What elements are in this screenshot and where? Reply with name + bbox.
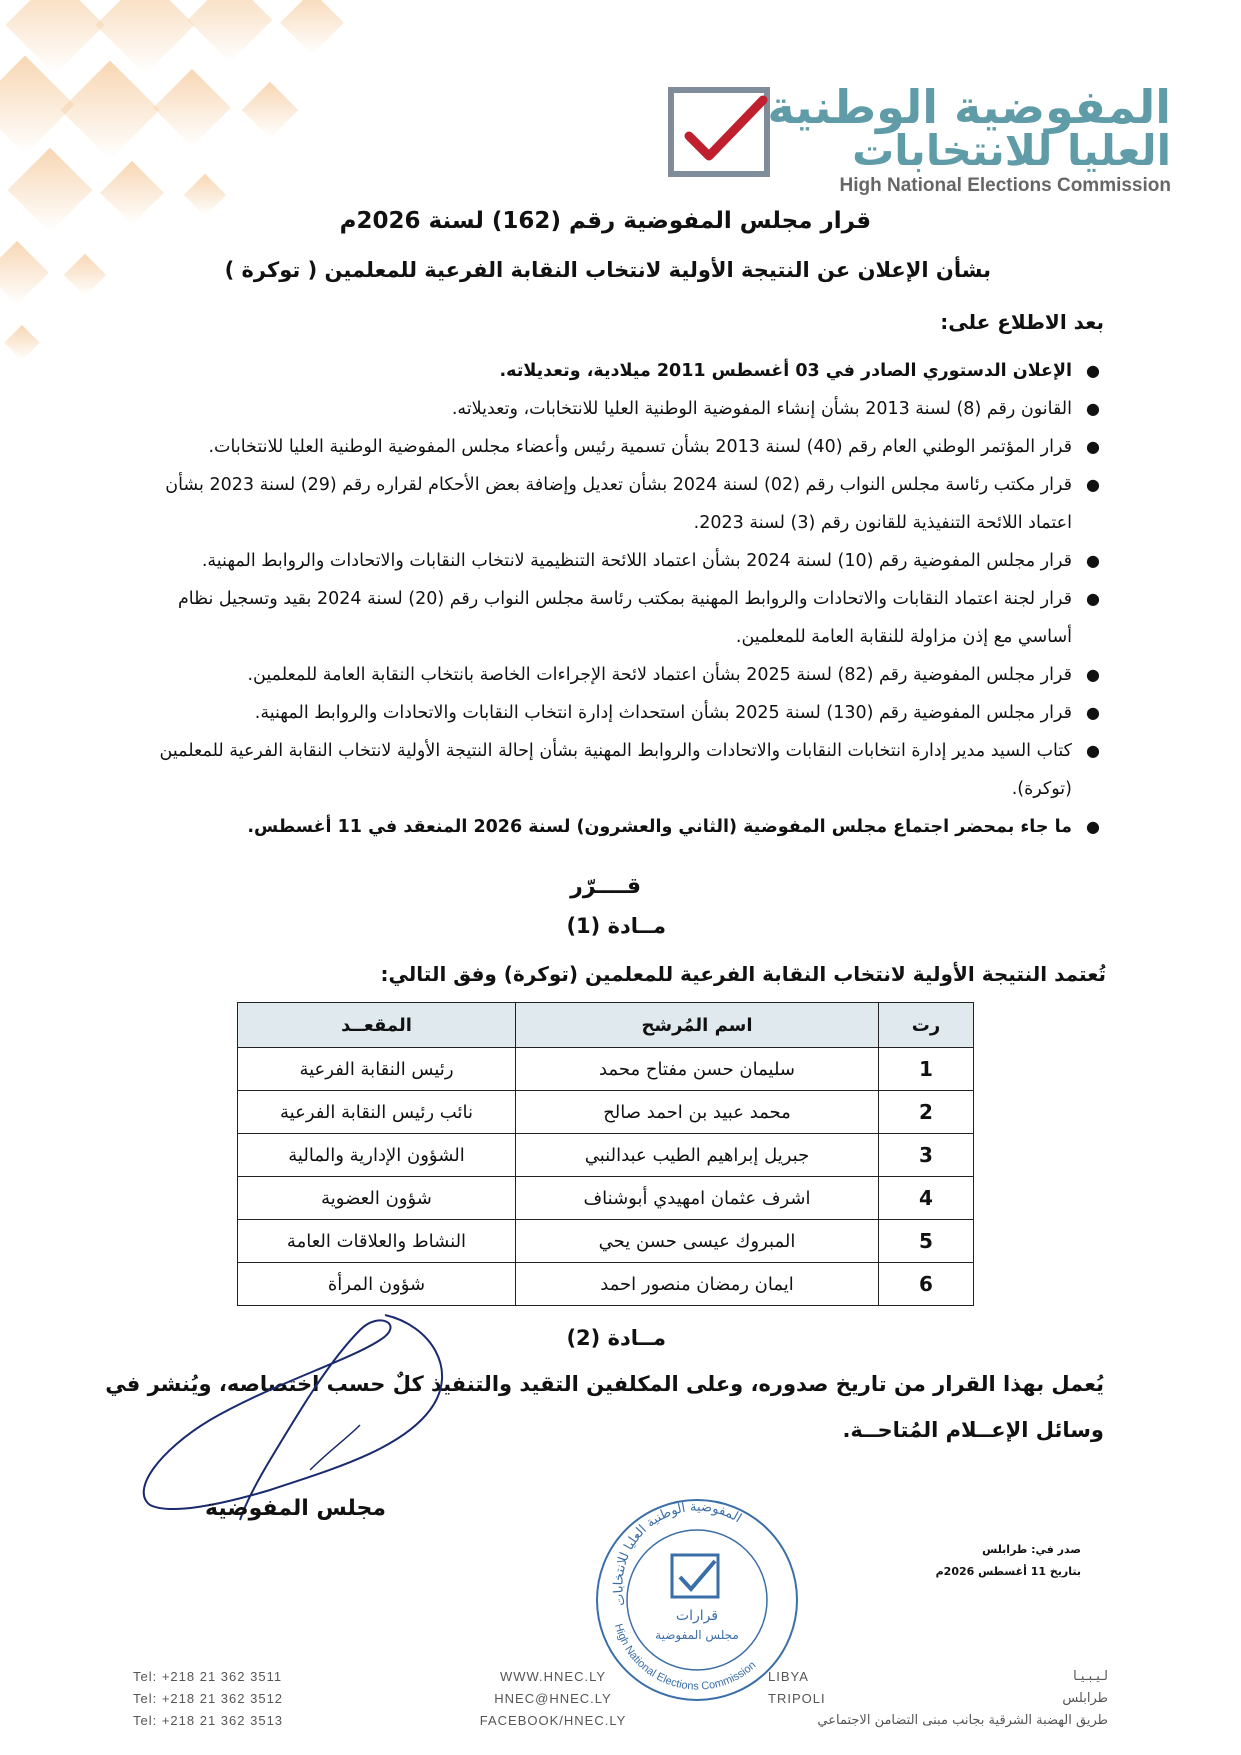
bullet-icon: ● xyxy=(1086,551,1100,570)
table-row xyxy=(238,1134,974,1177)
bullet-icon: ● xyxy=(1086,703,1100,722)
cell-number: 5 xyxy=(879,1220,974,1263)
cell-candidate: ايمان رمضان منصور احمد xyxy=(516,1263,879,1306)
website-link[interactable]: WWW.HNEC.LY xyxy=(499,1669,607,1684)
cell-candidate: اشرف عثمان امهيدي أبوشناف xyxy=(516,1177,879,1220)
svg-text:مجلس المفوضية: مجلس المفوضية xyxy=(655,1628,739,1642)
references-list xyxy=(124,352,1104,846)
cell-candidate: سليمان حسن مفتاح محمد xyxy=(516,1048,879,1091)
cell-number: 4 xyxy=(879,1177,974,1220)
bullet-icon: ● xyxy=(1086,475,1100,494)
cell-number: 3 xyxy=(879,1134,974,1177)
cell-seat: شؤون المرأة xyxy=(238,1263,516,1306)
reference-item: ● قرار مجلس المفوضية رقم (130) لسنة 2025 بشأن استحداث إدارة انتخاب النقابات والاتحادات والروابط المهنية. xyxy=(124,694,1104,732)
reference-item: ● قرار المؤتمر الوطني العام رقم (40) لسنة 2013 بشأن تسمية رئيس وأعضاء مجلس المفوضية الوطنية العليا للانتخابات. xyxy=(124,428,1104,466)
bullet-icon: ● xyxy=(1086,665,1100,684)
bullet-icon: ● xyxy=(1086,399,1100,418)
reference-item: ● ما جاء بمحضر اجتماع مجلس المفوضية (الثاني والعشرون) لسنة 2026 المنعقد في 11 أغسطس. xyxy=(124,808,1104,846)
bullet-icon: ● xyxy=(1086,741,1100,760)
col-header-number: رت xyxy=(879,1003,974,1048)
results-table xyxy=(237,1002,974,1306)
bullet-icon: ● xyxy=(1086,817,1100,836)
reference-item: ● قرار لجنة اعتماد النقابات والاتحادات والروابط المهنية بمكتب رئاسة مجلس النواب رقم (20) لسنة 2024 بقيد وتسجيل نظام أساسي مع إذن مزاولة للنقابة العامة للمعلمين. xyxy=(124,580,1104,656)
col-header-seat: المقعــد xyxy=(238,1003,516,1048)
svg-text:High National Elections Commis: High National Elections Commission xyxy=(612,1622,759,1693)
bullet-icon: ● xyxy=(1086,361,1100,380)
logo-arabic-line1: المفوضية الوطنية xyxy=(767,80,1171,134)
cell-seat: الشؤون الإدارية والمالية xyxy=(238,1134,516,1177)
footer-address-ar: لـيـبـيـا طرابلس طريق الهضبة الشرقية بجانب مبنى التضامن الاجتماعي xyxy=(817,1669,1108,1728)
svg-text:قرارات: قرارات xyxy=(675,1608,719,1624)
bullet-icon: ● xyxy=(1086,437,1100,456)
footer-phones xyxy=(133,1666,283,1732)
after-review-heading: بعد الاطلاع على: xyxy=(940,310,1104,334)
table-row xyxy=(238,1048,974,1091)
col-header-candidate: اسم المُرشح xyxy=(516,1003,879,1048)
cell-seat: رئيس النقابة الفرعية xyxy=(238,1048,516,1091)
svg-text:المفوضية الوطنية العليا للانتخ: المفوضية الوطنية العليا للانتخابات xyxy=(611,1499,744,1608)
cell-candidate: جبريل إبراهيم الطيب عبدالنبي xyxy=(516,1134,879,1177)
table-row xyxy=(238,1091,974,1134)
reference-item: ● قرار مجلس المفوضية رقم (82) لسنة 2025 بشأن اعتماد لائحة الإجراءات الخاصة بانتخاب النقابة العامة للمعلمين. xyxy=(124,656,1104,694)
table-row xyxy=(238,1220,974,1263)
footer-address-en: LIBYA TRIPOLI xyxy=(768,1669,826,1706)
logo-arabic-line2: العليا للانتخابات xyxy=(852,126,1171,175)
reference-item: ● قرار مكتب رئاسة مجلس النواب رقم (02) لسنة 2024 بشأن تعديل وإضافة بعض الأحكام لقراره رقم (29) لسنة 2023 بشأن اعتماد اللائحة التنفيذية للقانون رقم (3) لسنة 2023. xyxy=(124,466,1104,542)
facebook-link[interactable]: FACEBOOK/HNEC.LY xyxy=(479,1713,627,1728)
reference-item: ● القانون رقم (8) لسنة 2013 بشأن إنشاء المفوضية الوطنية العليا للانتخابات، وتعديلاته. xyxy=(124,390,1104,428)
cell-seat: نائب رئيس النقابة الفرعية xyxy=(238,1091,516,1134)
decision-title: قرار مجلس المفوضية رقم (162) لسنة 2026م xyxy=(339,208,871,234)
phone-line: Tel: +218 21 362 3511 xyxy=(133,1669,283,1684)
decided-heading: قــــرّر xyxy=(570,874,641,899)
footer xyxy=(0,1666,1241,1746)
cell-seat: شؤون العضوية xyxy=(238,1177,516,1220)
email-link[interactable]: HNEC@HNEC.LY xyxy=(494,1691,612,1706)
checkmark-logo-icon xyxy=(667,86,771,178)
council-signature-label: مجلس المفوضية xyxy=(205,1496,386,1521)
reference-item: ● قرار مجلس المفوضية رقم (10) لسنة 2024 بشأن اعتماد اللائحة التنظيمية لانتخاب النقابات والاتحادات والروابط المهنية. xyxy=(124,542,1104,580)
table-header-row xyxy=(238,1003,974,1048)
article-2-text-line1: يُعمل بهذا القرار من تاريخ صدوره، وعلى المكلفين التقيد والتنفيذ كلٌ حسب اختصاصه، ويُنشر في xyxy=(105,1372,1104,1396)
hnec-logo xyxy=(651,80,1171,200)
cell-candidate: محمد عبيد بن احمد صالح xyxy=(516,1091,879,1134)
cell-candidate: المبروك عيسى حسن يحي xyxy=(516,1220,879,1263)
footer-web xyxy=(448,1666,658,1732)
cell-number: 6 xyxy=(879,1263,974,1306)
article-2-text-line2: وسائل الإعــلام المُتاحــة. xyxy=(842,1418,1104,1442)
reference-item: ● كتاب السيد مدير إدارة انتخابات النقابات والاتحادات والروابط المهنية بشأن إحالة النتيجة الأولية لانتخاب النقابة الفرعية للمعلمين (توكرة). xyxy=(124,732,1104,808)
phone-line: Tel: +218 21 362 3513 xyxy=(133,1713,284,1728)
phone-line: Tel: +218 21 362 3512 xyxy=(133,1691,284,1706)
reference-item: ● الإعلان الدستوري الصادر في 03 أغسطس 2011 ميلادية، وتعديلاته. xyxy=(124,352,1104,390)
logo-english: High National Elections Commission xyxy=(839,175,1171,196)
bullet-icon: ● xyxy=(1086,589,1100,608)
article-1-intro: تُعتمد النتيجة الأولية لانتخاب النقابة الفرعية للمعلمين (توكرة) وفق التالي: xyxy=(380,962,1106,986)
cell-seat: النشاط والعلاقات العامة xyxy=(238,1220,516,1263)
cell-number: 2 xyxy=(879,1091,974,1134)
issued-date: بتاريخ 11 أغسطس 2026م xyxy=(935,1565,1081,1578)
cell-number: 1 xyxy=(879,1048,974,1091)
table-row xyxy=(238,1177,974,1220)
decision-subtitle: بشأن الإعلان عن النتيجة الأولية لانتخاب النقابة الفرعية للمعلمين ( توكرة ) xyxy=(224,258,991,282)
article-2-heading: مــادة (2) xyxy=(566,1326,666,1350)
article-1-heading: مــادة (1) xyxy=(566,914,666,938)
issued-place: صدر في: طرابلس xyxy=(982,1543,1081,1556)
